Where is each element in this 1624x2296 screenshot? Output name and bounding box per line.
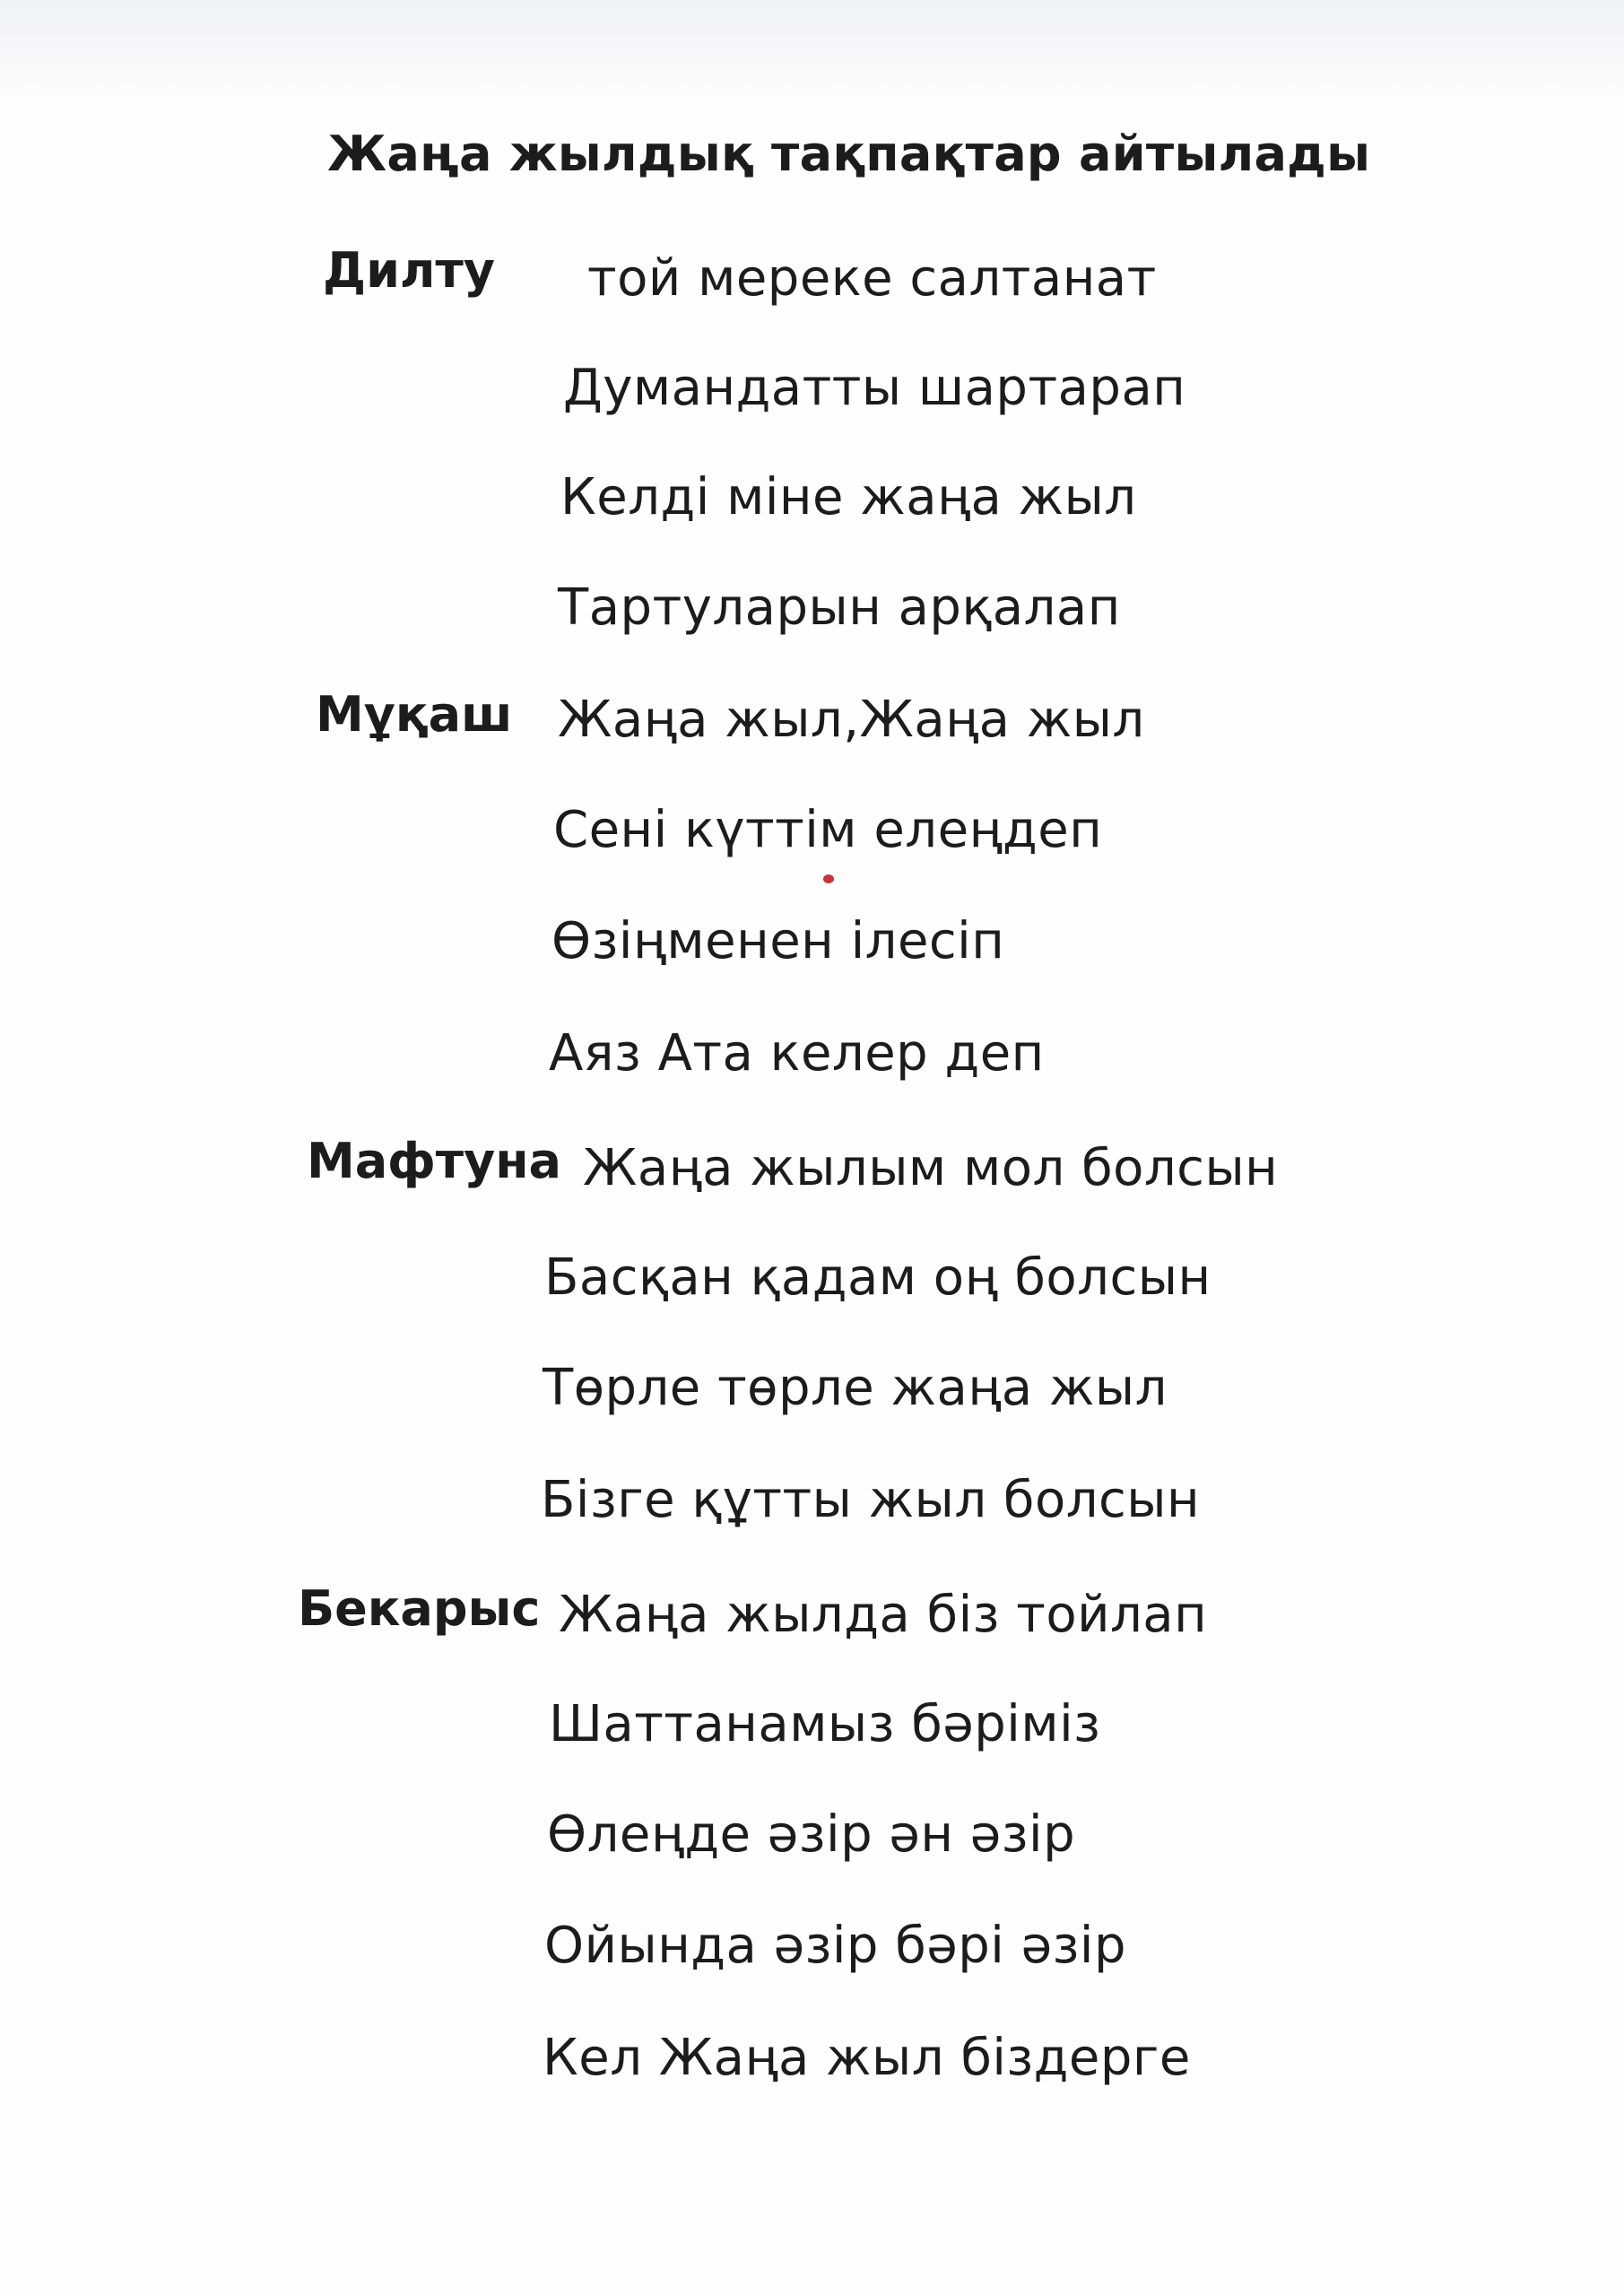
poem-line: Аяз Ата келер деп xyxy=(549,1024,1045,1083)
document-title: Жаңа жылдық тақпақтар айтылады xyxy=(327,126,1371,182)
speaker-name: Дилту xyxy=(323,242,495,299)
poem-line: Жаңа жылым мол болсын xyxy=(583,1139,1279,1197)
poem-line: Кел Жаңа жыл біздерге xyxy=(543,2029,1191,2087)
poem-line: Ойында әзір бәрі әзір xyxy=(544,1917,1127,1975)
poem-line: Бізге құтты жыл болсын xyxy=(541,1471,1201,1529)
speaker-name: Мафтуна xyxy=(307,1133,562,1189)
poem-line: Шаттанамыз бәріміз xyxy=(549,1695,1101,1753)
poem-line: той мереке салтанат xyxy=(587,249,1157,308)
poem-line: Тартуларын арқалап xyxy=(558,578,1121,637)
poem-line: Басқан қадам оң болсын xyxy=(544,1248,1211,1307)
poem-line: Өзіңменен ілесіп xyxy=(551,912,1005,970)
poem-line: Өлеңде әзір ән әзір xyxy=(547,1805,1076,1864)
poem-line: Келді міне жаңа жыл xyxy=(560,468,1137,526)
speaker-name: Мұқаш xyxy=(316,686,513,743)
poem-line: Сені күттім елеңдеп xyxy=(553,801,1103,859)
speaker-name: Бекарыс xyxy=(298,1580,541,1637)
poem-line: Жаңа жыл,Жаңа жыл xyxy=(558,691,1145,749)
ink-speck xyxy=(823,874,834,883)
poem-line: Жаңа жылда біз тойлап xyxy=(559,1586,1208,1644)
scan-edge-tint xyxy=(0,0,1624,117)
poem-line: Төрле төрле жаңа жыл xyxy=(543,1359,1168,1417)
poem-line: Думандатты шартарап xyxy=(563,359,1186,417)
